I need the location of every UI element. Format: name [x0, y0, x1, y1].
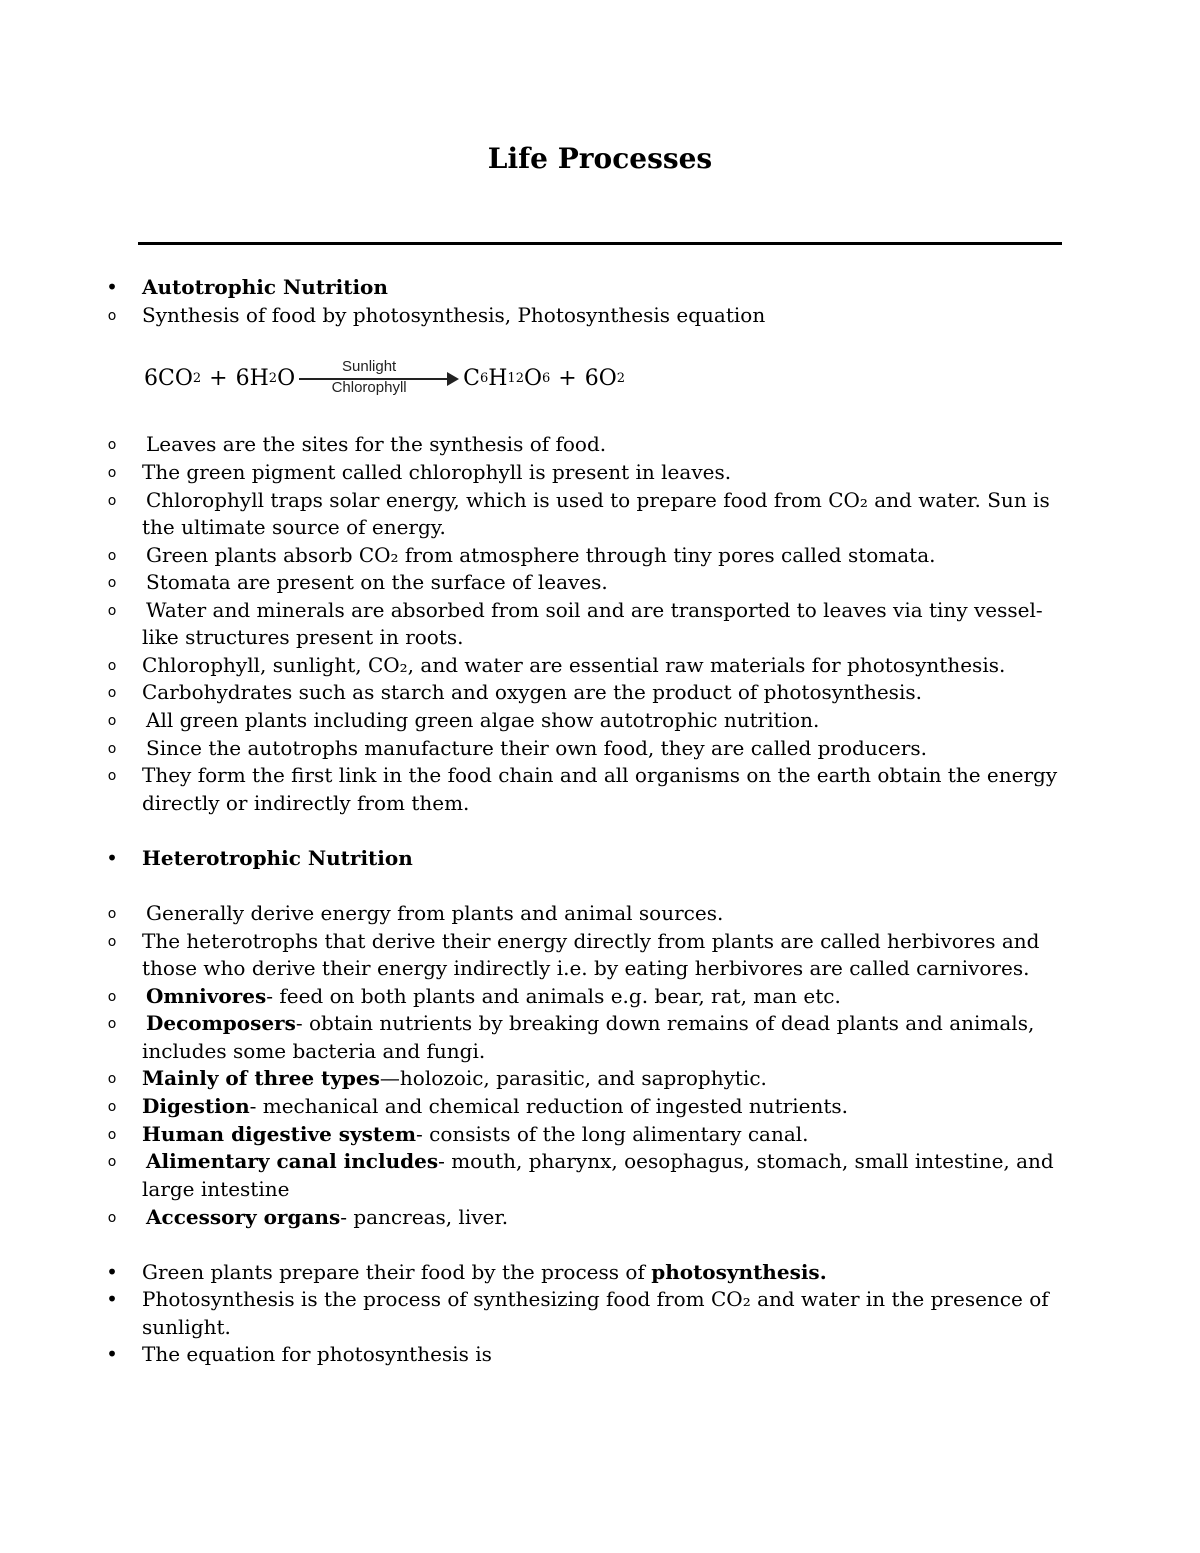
circle-marker: o — [107, 575, 117, 591]
circle-marker: o — [107, 465, 117, 481]
circle-marker: o — [107, 1099, 117, 1115]
bullet-marker: • — [106, 1342, 118, 1366]
bullet-marker: • — [106, 1287, 118, 1311]
list-item-text: All green plants including green algae show autotrophic nutrition. — [146, 708, 820, 732]
list-item-text: those who derive their energy indirectly i.e. by eating herbivores are called carnivores. — [142, 956, 1030, 980]
equation-plus: + — [558, 365, 577, 391]
equation-term: O — [277, 365, 296, 391]
list-item-text: Since the autotrophs manufacture their own food, they are called producers. — [146, 736, 927, 760]
circle-marker: o — [107, 1071, 117, 1087]
circle-marker: o — [107, 437, 117, 453]
list-item-text: directly or indirectly from them. — [142, 791, 470, 815]
equation-term: H — [488, 365, 508, 391]
circle-marker: o — [107, 1127, 117, 1143]
list-item-text: The heterotrophs that derive their energy directly from plants are called herbivores and — [142, 929, 1040, 953]
equation-term: C — [463, 365, 480, 391]
bullet-marker: • — [106, 1260, 118, 1284]
list-item-text: Chlorophyll traps solar energy, which is used to prepare food from CO₂ and water. Sun is — [146, 488, 1050, 512]
list-item-text: The equation for photosynthesis is — [142, 1342, 492, 1366]
title-divider — [138, 242, 1062, 245]
list-item-text: includes some bacteria and fungi. — [142, 1039, 486, 1063]
list-item-text: Chlorophyll, sunlight, CO₂, and water are essential raw materials for photosynthesis. — [142, 653, 1006, 677]
list-item-text: sunlight. — [142, 1315, 231, 1339]
equation-term: 6H — [235, 365, 269, 391]
list-item-text: large intestine — [142, 1177, 290, 1201]
term-bold: Mainly of three types — [142, 1066, 380, 1090]
list-item-text: They form the first link in the food chain and all organisms on the earth obtain the energy — [142, 763, 1058, 787]
circle-marker: o — [107, 308, 117, 324]
list-item-text: Generally derive energy from plants and animal sources. — [146, 901, 724, 925]
list-item-text: Carbohydrates such as starch and oxygen are the product of photosynthesis. — [142, 680, 922, 704]
equation-subscript: 2 — [616, 370, 626, 386]
equation-subscript: 2 — [268, 370, 278, 386]
equation-term: O — [523, 365, 543, 391]
list-item-text: the ultimate source of energy. — [142, 515, 446, 539]
arrow-head-icon — [447, 372, 459, 386]
circle-marker: o — [107, 713, 117, 729]
list-item-text: - feed on both plants and animals e.g. bear, rat, man etc. — [266, 984, 841, 1008]
list-item-text: - obtain nutrients by breaking down remains of dead plants and animals, — [295, 1011, 1035, 1035]
circle-marker: o — [107, 658, 117, 674]
list-item-text: - mouth, pharynx, oesophagus, stomach, small intestine, and — [438, 1149, 1054, 1173]
circle-marker: o — [107, 1016, 117, 1032]
circle-marker: o — [107, 685, 117, 701]
photosynthesis-equation — [144, 358, 625, 398]
list-item-text: - mechanical and chemical reduction of ingested nutrients. — [249, 1094, 848, 1118]
arrow-label-bottom: Chlorophyll — [331, 379, 407, 396]
circle-marker: o — [107, 1154, 117, 1170]
circle-marker: o — [107, 1210, 117, 1226]
bullet-marker: • — [106, 846, 118, 870]
circle-marker: o — [107, 906, 117, 922]
list-item-text: - consists of the long alimentary canal. — [416, 1122, 809, 1146]
term-bold: Digestion — [142, 1094, 250, 1118]
list-item-text: - pancreas, liver. — [340, 1205, 509, 1229]
term-bold: Accessory organs — [146, 1205, 341, 1229]
list-item-text: Photosynthesis is the process of synthesizing food from CO₂ and water in the presence of — [142, 1287, 1049, 1311]
circle-marker: o — [107, 741, 117, 757]
equation-term: 6CO — [144, 365, 193, 391]
circle-marker: o — [107, 493, 117, 509]
page-title: Life Processes — [487, 142, 713, 175]
circle-marker: o — [107, 934, 117, 950]
equation-subscript: 6 — [542, 370, 551, 386]
equation-term: 6O — [584, 365, 617, 391]
term-bold: Omnivores — [146, 984, 267, 1008]
reaction-arrow — [299, 358, 459, 398]
section-heading-autotrophic: Autotrophic Nutrition — [142, 275, 388, 299]
arrow-label-top: Sunlight — [342, 358, 397, 375]
circle-marker: o — [107, 768, 117, 784]
list-item-text: Green plants absorb CO₂ from atmosphere through tiny pores called stomata. — [146, 543, 936, 567]
equation-plus: + — [209, 365, 228, 391]
bullet-marker: • — [106, 275, 118, 299]
list-item-text: Leaves are the sites for the synthesis of food. — [146, 432, 607, 456]
term-bold: photosynthesis. — [651, 1260, 827, 1284]
list-item-text: like structures present in roots. — [142, 625, 464, 649]
term-bold: Human digestive system — [142, 1122, 417, 1146]
list-item-text: The green pigment called chlorophyll is present in leaves. — [142, 460, 732, 484]
term-bold: Decomposers — [146, 1011, 296, 1035]
list-item-text: Stomata are present on the surface of leaves. — [146, 570, 608, 594]
section-heading-heterotrophic: Heterotrophic Nutrition — [142, 846, 413, 870]
equation-subscript: 6 — [479, 370, 489, 386]
list-item-text: Green plants prepare their food by the process of — [142, 1260, 652, 1284]
list-item-text: Water and minerals are absorbed from soil and are transported to leaves via tiny vessel- — [146, 598, 1043, 622]
circle-marker: o — [107, 548, 117, 564]
term-bold: Alimentary canal includes — [146, 1149, 439, 1173]
list-item-text: —holozoic, parasitic, and saprophytic. — [379, 1066, 767, 1090]
circle-marker: o — [107, 603, 117, 619]
autotrophic-intro: Synthesis of food by photosynthesis, Photosynthesis equation — [142, 303, 766, 327]
equation-subscript: 12 — [507, 370, 524, 386]
circle-marker: o — [107, 989, 117, 1005]
equation-subscript: 2 — [192, 370, 202, 386]
